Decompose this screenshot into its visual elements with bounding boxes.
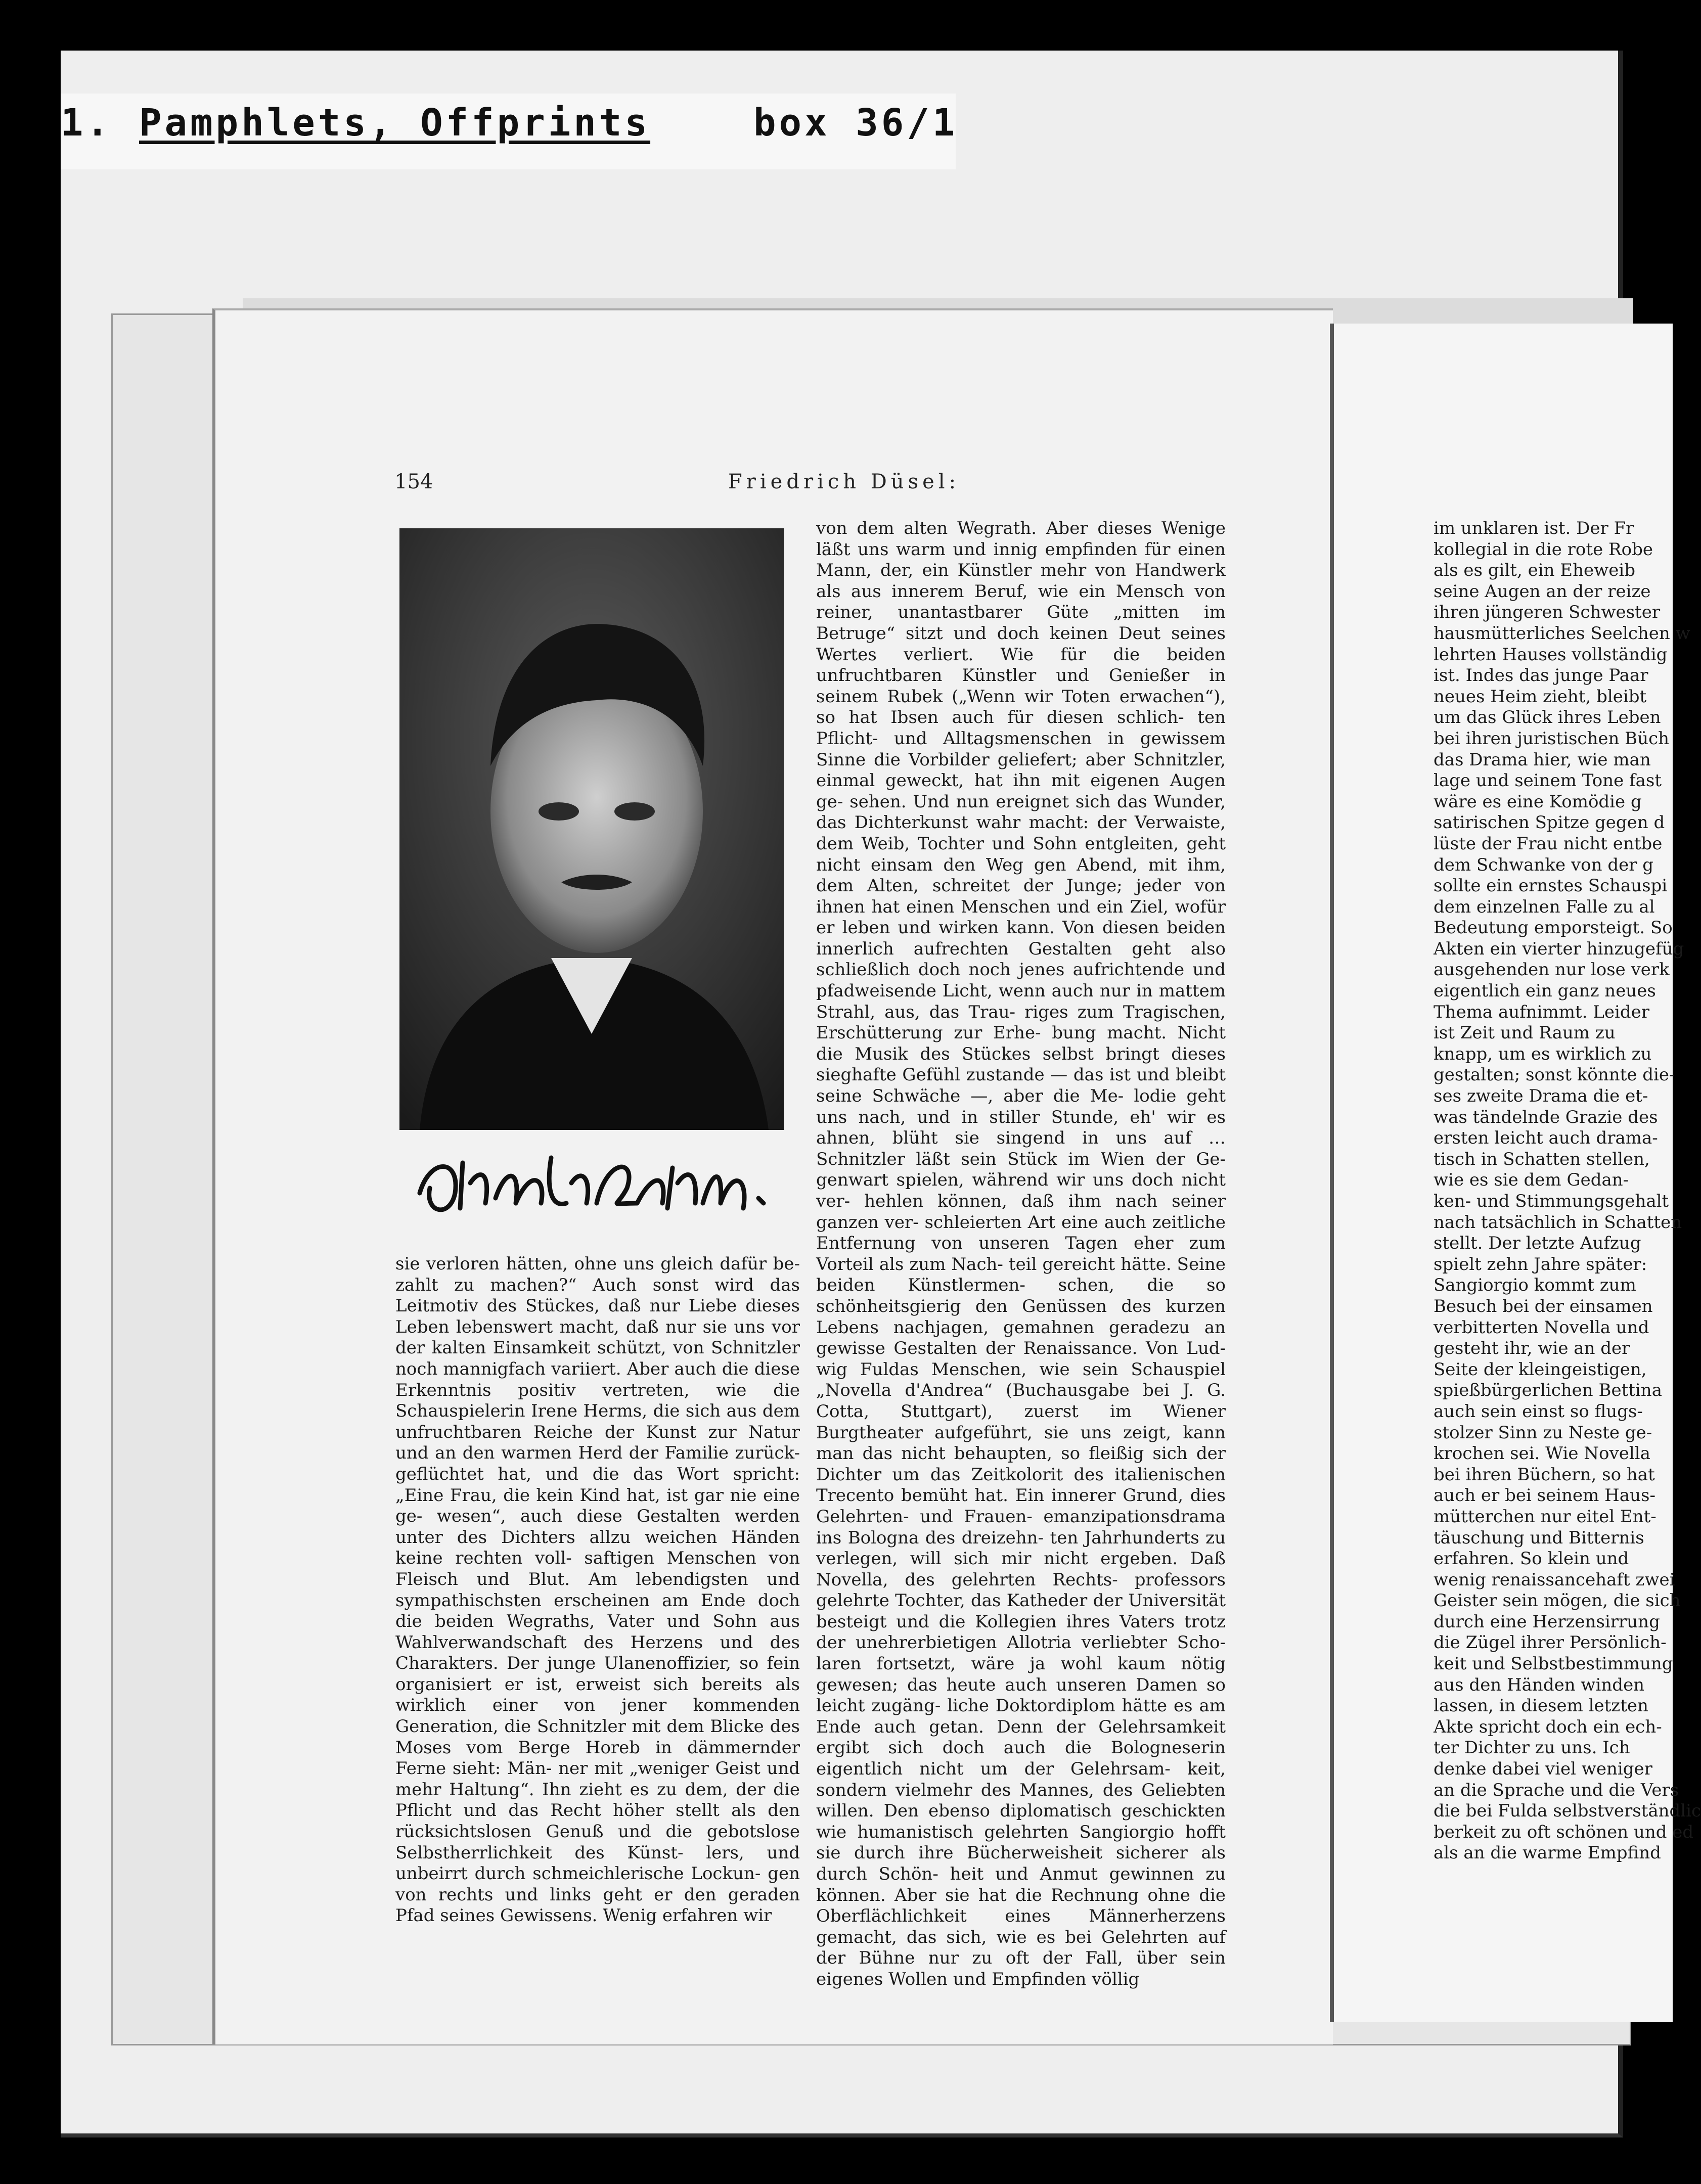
text-line: gesteht ihr, wie an der: [1434, 1338, 1630, 1359]
text-column-middle: von dem alten Wegrath. Aber dieses Wenige läßt uns warm und innig empfinden für einen Mann, der, ein Künstler mehr von Handwerk als aus innerem Beruf, wie ein Mensch von reiner, unantastbarer Güte „mitten im Betruge“ sitzt und doch keinen Deut seines Wertes verliert. Wie für die beiden unfruchtbaren Künstler und Genießer in seinem Rubek („Wenn wir Toten erwachen“), so hat Ibsen auch für diesen schlich- ten Pflicht- und Alltagsmenschen in gewissem Sinne die Vorbilder geliefert; aber Schnitzler, einmal geweckt, hat ihn mit eigenen Augen ge- sehen. Und nun ereignet sich das Wunder, das Dichterkunst wahr macht: der Verwaiste, dem Weib, Tochter und Sohn entgleiten, geht nicht einsam den Weg gen Abend, mit ihm, dem Alten, schreitet der Junge; jeder von ihnen hat einen Menschen und ein Ziel, wofür er leben und wirken kann. Von diesen beiden innerlich aufrechten Gestalten geht also schließlich doch noch jenes aufrichtende und pfadweisende Licht, wenn auch nur in mattem Strahl, aus, das Trau- riges zum Tragischen, Erschütterung zur Erhe- bung macht. Nicht die Musik des Stückes selbst bringt dieses sieghafte Gefühl zustande — das ist und bleibt seine Schwäche —, aber die Me- lodie geht uns nach, und in stiller Stunde, eh' wir es ahnen, blüht sie singend in uns auf … Schnitzler läßt sein Stück im Wien der Ge- genwart spielen, während wir uns doch nicht ver- hehlen können, daß ihm nach seiner ganzen ver- schleierten Art eine auch zeitliche Entfernung von unseren Tagen eher zum Vorteil als zum Nach- teil gereicht hätte. Seine beiden Künstlermen- schen, die so schönheitsgierig den Genüssen des kurzen Lebens nachjagen, gemahnen geradezu an gewisse Gestalten der Renaissance. Von Lud- wig Fuldas Menschen, wie sein Schauspiel „Novella d'Andrea“ (Buchausgabe bei J. G. Cotta, Stuttgart), zuerst im Wiener Burgtheater aufgeführt, sie uns zeigt, kann man das nicht behaupten, so fleißig sich der Dichter um das Zeitkolorit des italienischen Trecento bemüht hat. Ein innerer Grund, dies Gelehrten- und Frauen- emanzipationsdrama ins Bologna des dreizehn- ten Jahrhunderts zu verlegen, will sich mir nicht ergeben. Daß Novella, des gelehrten Rechts- professors gelehrte Tochter, das Katheder der Universität besteigt und die Kollegien ihres Vaters trotz der unehrerbietigen Allotria verliebter Scho- laren fortsetzt, wäre ja wohl kaum nötig gewesen; das heute auch unseren Damen so leicht zugäng- liche Doktordiplom hätte es am Ende auch getan. Denn der Gelehrsamkeit ergibt sich doch auch die Bologneserin eigentlich nicht um der Gelehrsam- keit, sondern vielmehr des Mannes, des Geliebten willen. Den ebenso diplomatisch geschickten wie humanistisch gelehrten Sangiorgio hofft sie durch ihre Bücherweisheit sicherer als durch Schön- heit und Anmut gewinnen zu können. Aber sie hat die Rechnung ohne die Oberflächlichkeit eines Männerherzens gemacht, das sich, wie es bei Gelehrten auf der Bühne nur zu oft der Fall, über sein eigenes Wollen und Empfinden völlig: [816, 518, 1226, 1989]
text-line: Bedeutung emporsteigt. So: [1434, 918, 1673, 938]
author-signature: [415, 1138, 779, 1228]
text-line: tisch in Schatten stellen,: [1434, 1149, 1650, 1169]
text-line: sollte ein ernstes Schauspi: [1434, 876, 1668, 896]
text-line: wenig renaissancehaft zwei: [1434, 1569, 1675, 1590]
archive-label-box: box 36/1: [753, 101, 958, 145]
text-line: lage und seinem Tone fast: [1434, 770, 1662, 791]
text-column-left: sie verloren hätten, ohne uns gleich dafür be- zahlt zu machen?“ Auch sonst wird das Leitmotiv des Stückes, daß nur Liebe dieses Leben lebenswert macht, daß nur sie uns vor der kalten Einsamkeit schützt, von Schnitzler noch mannigfach variiert. Aber auch die diese Erkenntnis positiv vertreten, wie die Schauspielerin Irene Herms, die sich aus dem unfruchtbaren Reiche der Kunst zur Natur und an den warmen Herd der Familie zurück- geflüchtet hat, und die das Wort spricht: „Eine Frau, die kein Kind hat, ist gar nie eine ge- wesen“, auch diese Gestalten werden unter des Dichters allzu weichen Händen keine rechten voll- saftigen Menschen von Fleisch und Blut. Am lebendigsten und sympathischsten erscheinen am Ende doch die beiden Wegraths, Vater und Sohn aus Wahlverwandschaft des Herzens und des Charakters. Der junge Ulanenoffizier, so fein organisiert er ist, erweist sich bereits als wirklich einer von jener kommenden Generation, die Schnitzler mit dem Blicke des Moses vom Berge Horeb in dämmernder Ferne sieht: Män- ner mit „weniger Geist und mehr Haltung“. Ihn zieht es zu dem, der die Pflicht und das Recht höher stellt als den rücksichtslosen Genuß und die gebotslose Selbstherrlichkeit des Künst- lers, und unbeirrt durch schmeichlerische Lockun- gen von rechts und links geht er den geraden Pfad seines Gewissens. Wenig erfahren wir: [395, 1254, 800, 1926]
text-line: hausmütterliches Seelchen w: [1434, 623, 1690, 644]
text-line: stellt. Der letzte Aufzug: [1434, 1233, 1641, 1254]
archive-label-title: Pamphlets, Offprints: [139, 101, 651, 145]
text-line: verbitterten Novella und: [1434, 1317, 1649, 1338]
text-line: kollegial in die rote Robe: [1434, 539, 1653, 560]
text-line: als an die warme Empfind: [1434, 1843, 1661, 1863]
text-line: auch er bei seinem Haus-: [1434, 1485, 1655, 1506]
text-line: nach tatsächlich in Schatten: [1434, 1212, 1682, 1233]
text-line: ihren jüngeren Schwester: [1434, 602, 1661, 623]
text-line: gestalten; sonst könnte die-: [1434, 1065, 1675, 1085]
text-line: knapp, um es wirklich zu: [1434, 1043, 1652, 1064]
text-line: Besuch bei der einsamen: [1434, 1296, 1653, 1316]
running-head: Friedrich Düsel:: [728, 470, 960, 493]
text-line: ken- und Stimmungsgehalt: [1434, 1191, 1669, 1211]
text-line: bei ihren juristischen Büch: [1434, 728, 1670, 749]
text-line: die Zügel ihrer Persönlich-: [1434, 1632, 1667, 1653]
text-line: satirischen Spitze gegen d: [1434, 812, 1665, 833]
text-line: Akte spricht doch ein ech-: [1434, 1716, 1662, 1737]
text-line: ist Zeit und Raum zu: [1434, 1023, 1616, 1043]
text-line: seine Augen an der reize: [1434, 581, 1651, 602]
text-column-right: [1434, 518, 1701, 1908]
text-line: mütterchen nur eitel Ent-: [1434, 1506, 1657, 1527]
text-line: bei ihren Büchern, so hat: [1434, 1464, 1655, 1485]
text-line: lassen, in diesem letzten: [1434, 1696, 1648, 1716]
text-line: Geister sein mögen, die sich: [1434, 1590, 1681, 1611]
text-line: denke dabei viel weniger: [1434, 1759, 1652, 1780]
archive-label-number: 1.: [61, 101, 112, 145]
text-line: täuschung und Bitternis: [1434, 1527, 1644, 1548]
text-line: wäre es eine Komödie g: [1434, 791, 1642, 812]
text-line: krochen sei. Wie Novella: [1434, 1443, 1650, 1464]
text-line: Akten ein vierter hinzugefüg: [1434, 938, 1684, 959]
text-line: ses zweite Drama die et-: [1434, 1086, 1648, 1107]
text-line: die bei Fulda selbstverständlic: [1434, 1801, 1701, 1822]
text-line: berkeit zu oft schönen und ed: [1434, 1822, 1694, 1842]
text-line: Thema aufnimmt. Leider: [1434, 1002, 1650, 1022]
text-line: um das Glück ihres Leben: [1434, 707, 1661, 728]
signature-drawing: [415, 1138, 779, 1228]
text-line: auch sein einst so flugs-: [1434, 1401, 1643, 1422]
text-line: neues Heim zieht, bleibt: [1434, 686, 1647, 707]
text-line: was tändelnde Grazie des: [1434, 1107, 1658, 1127]
text-line: durch eine Herzensirrung: [1434, 1611, 1660, 1632]
text-line: lehrten Hauses vollständig: [1434, 644, 1668, 665]
author-portrait-photo: [399, 528, 784, 1130]
page-number: 154: [394, 470, 433, 493]
text-line: dem einzelnen Falle zu al: [1434, 896, 1655, 917]
text-line: Seite der kleingeistigen,: [1434, 1359, 1647, 1380]
text-line: an die Sprache und die Vers: [1434, 1780, 1679, 1800]
portrait-image: [399, 528, 784, 1130]
text-line: ausgehenden nur lose verk: [1434, 960, 1670, 980]
text-line: lüste der Frau nicht entbe: [1434, 833, 1663, 854]
text-line: spielt zehn Jahre später:: [1434, 1254, 1647, 1275]
text-line: ersten leicht auch drama-: [1434, 1128, 1658, 1149]
text-line: das Drama hier, wie man: [1434, 749, 1651, 770]
text-line: spießbürgerlichen Bettina: [1434, 1380, 1662, 1401]
text-line: ter Dichter zu uns. Ich: [1434, 1738, 1630, 1758]
text-line: wie es sie dem Gedan-: [1434, 1170, 1629, 1191]
text-line: keit und Selbstbestimmung: [1434, 1654, 1673, 1674]
text-line: dem Schwanke von der g: [1434, 854, 1654, 875]
text-line: ist. Indes das junge Paar: [1434, 665, 1648, 686]
text-line: Sangiorgio kommt zum: [1434, 1275, 1636, 1296]
text-line: als es gilt, ein Eheweib: [1434, 560, 1635, 581]
text-line: stolzer Sinn zu Neste ge-: [1434, 1422, 1652, 1443]
text-line: erfahren. So klein und: [1434, 1549, 1629, 1569]
text-line: im unklaren ist. Der Fr: [1434, 518, 1634, 538]
text-line: aus den Händen winden: [1434, 1674, 1645, 1695]
text-line: eigentlich ein ganz neues: [1434, 981, 1656, 1002]
